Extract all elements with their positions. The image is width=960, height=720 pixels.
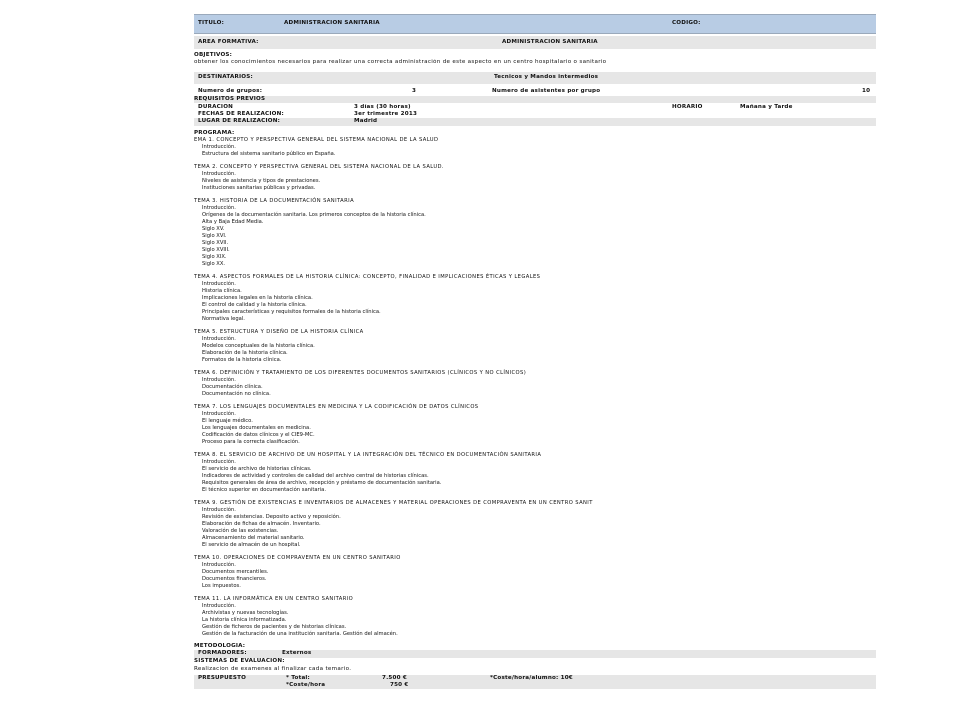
- programa-label: PROGRAMA:: [194, 130, 235, 136]
- tema-item: Introducción.: [202, 144, 236, 150]
- tema-item: Indicadores de actividad y controles de calidad del archivo central de historias clínicas.: [202, 473, 429, 479]
- asistentes-value: 10: [862, 88, 871, 94]
- evaluacion-label: SISTEMAS DE EVALUACION:: [194, 658, 285, 664]
- destinatarios-value: Tecnicos y Mandos intermedios: [494, 74, 599, 80]
- destinatarios-label: DESTINATARIOS:: [198, 74, 253, 80]
- codigo-label: CODIGO:: [672, 20, 701, 26]
- presupuesto-row: [194, 675, 876, 689]
- lugar-value: Madrid: [354, 118, 378, 124]
- tema-item: Elaboración de fichas de almacén. Inventario.: [202, 521, 321, 527]
- tema-item: Documentación clínica.: [202, 384, 263, 390]
- tema-item: Los impuestos.: [202, 583, 241, 589]
- title-header-row: [194, 14, 876, 34]
- area-label: AREA FORMATIVA:: [198, 39, 259, 45]
- tema-item: Archivistas y nuevas tecnologías.: [202, 610, 289, 616]
- tema-title: TEMA 9. GESTIÓN DE EXISTENCIAS E INVENTARIOS DE ALMACENES Y MATERIAL OPERACIONES DE COMPRAVENTA EN UN CENTRO SANIT: [194, 500, 593, 506]
- coste-hora-label: *Coste/hora: [286, 682, 326, 688]
- tema-title: TEMA 2. CONCEPTO Y PERSPECTIVA GENERAL DEL SISTEMA NACIONAL DE LA SALUD.: [194, 164, 444, 170]
- fechas-label: FECHAS DE REALIZACION:: [198, 111, 284, 117]
- tema-item: Normativa legal.: [202, 316, 245, 322]
- tema-title: TEMA 3. HISTORIA DE LA DOCUMENTACIÓN SANITARIA: [194, 198, 355, 204]
- tema-item: Proceso para la correcta clasificación.: [202, 439, 300, 445]
- tema-item: Valoración de las existencias.: [202, 528, 279, 534]
- coste-hora-value: 750 €: [390, 682, 409, 688]
- lugar-label: LUGAR DE REALIZACION:: [198, 118, 281, 124]
- tema-title: TEMA 4. ASPECTOS FORMALES DE LA HISTORIA CLÍNICA: CONCEPTO, FINALIDAD E IMPLICACIONES ÉTICAS Y LEGALES: [194, 274, 541, 280]
- tema-item: Historia clínica.: [202, 288, 242, 294]
- tema-item: Los lenguajes documentales en medicina.: [202, 425, 311, 431]
- formadores-row: [194, 650, 876, 658]
- tema-item: Siglo XV.: [202, 226, 225, 232]
- tema-item: Introducción.: [202, 205, 236, 211]
- tema-item: Gestión de ficheros de pacientes y de historias clínicas.: [202, 624, 347, 630]
- total-value: 7.500 €: [382, 675, 407, 681]
- programa-list: [194, 137, 876, 638]
- tema-item: Siglo XIX.: [202, 254, 227, 260]
- presupuesto-label: PRESUPUESTO: [198, 675, 247, 681]
- area-value: ADMINISTRACION SANITARIA: [502, 39, 598, 45]
- tema-item: Codificación de datos clínicos y el CIE9-MC.: [202, 432, 315, 438]
- tema-item: Revisión de existencias. Deposito activo y reposición.: [202, 514, 341, 520]
- tema-title: TEMA 8. EL SERVICIO DE ARCHIVO DE UN HOSPITAL Y LA INTEGRACIÓN DEL TÉCNICO EN DOCUMENTACIÓN SANITARIA: [194, 452, 542, 458]
- tema-item: Documentación no clínica.: [202, 391, 271, 397]
- grupos-value: 3: [412, 88, 417, 94]
- tema-item: Introducción.: [202, 411, 236, 417]
- tema-item: Documentos mercantiles.: [202, 569, 269, 575]
- tema-item: Introducción.: [202, 171, 236, 177]
- area-row: [194, 36, 876, 49]
- formadores-label: FORMADORES:: [198, 650, 247, 656]
- tema-item: El servicio de almacén de un hospital.: [202, 542, 301, 548]
- tema-item: Principales características y requisitos formales de la historia clínica.: [202, 309, 381, 315]
- titulo-label: TITULO:: [198, 20, 225, 26]
- requisitos-label: REQUISITOS PREVIOS: [194, 96, 876, 103]
- tema-item: Introducción.: [202, 377, 236, 383]
- tema-item: Gestión de la facturación de una institución sanitaria. Gestión del almacén.: [202, 631, 398, 637]
- destinatarios-row: [194, 72, 876, 84]
- fechas-value: 3er trimestre 2013: [354, 111, 418, 117]
- grupos-row: [194, 88, 876, 96]
- tema-item: Niveles de asistencia y tipos de prestaciones.: [202, 178, 321, 184]
- tema-item: Formatos de la historia clínica.: [202, 357, 282, 363]
- tema-item: El control de calidad y la historia clínica.: [202, 302, 307, 308]
- tema-item: La historia clínica informatizada.: [202, 617, 287, 623]
- duracion-value: 3 días (30 horas): [354, 104, 411, 110]
- tema-item: Introducción.: [202, 459, 236, 465]
- tema-item: Introducción.: [202, 281, 236, 287]
- metodologia-label: METODOLOGIA:: [194, 643, 246, 649]
- horario-label: HORARIO: [672, 104, 703, 110]
- tema-title: TEMA 10. OPERACIONES DE COMPRAVENTA EN UN CENTRO SANITARIO: [194, 555, 401, 561]
- titulo-value: ADMINISTRACION SANITARIA: [284, 20, 380, 26]
- tema-item: Elaboración de la historia clínica.: [202, 350, 288, 356]
- grupos-label: Numero de grupos:: [198, 88, 263, 94]
- asistentes-label: Numero de asistentes por grupo: [492, 88, 601, 94]
- course-sheet: [194, 13, 876, 689]
- tema-item: Siglo XVI.: [202, 233, 227, 239]
- objetivos-text: obtener los conocimientos necesarios para realizar una correcta administración de este aspecto en un centro hospitalario o sanitario: [194, 59, 607, 65]
- fechas-row: [194, 111, 876, 118]
- tema-title: TEMA 6. DEFINICIÓN Y TRATAMIENTO DE LOS DIFERENTES DOCUMENTOS SANITARIOS (CLÍNICOS Y NO CLÍNICOS): [194, 370, 527, 376]
- tema-item: El lenguaje médico.: [202, 418, 253, 424]
- tema-item: Introducción.: [202, 336, 236, 342]
- tema-item: Siglo XVII.: [202, 240, 229, 246]
- objetivos-label: OBJETIVOS:: [194, 52, 233, 58]
- tema-item: El servicio de archivo de historias clínicas.: [202, 466, 312, 472]
- tema-item: Alta y Baja Edad Media.: [202, 219, 264, 225]
- lugar-row: [194, 118, 876, 126]
- tema-title: TEMA 11. LA INFORMÁTICA EN UN CENTRO SANITARIO: [194, 596, 354, 602]
- tema-item: Introducción.: [202, 507, 236, 513]
- tema-item: Introducción.: [202, 562, 236, 568]
- tema-item: Almacenamiento del material sanitario.: [202, 535, 305, 541]
- evaluacion-text: Realizacion de examenes al finalizar cada temario.: [194, 666, 352, 672]
- tema-item: Documentos financieros.: [202, 576, 267, 582]
- duracion-row: [194, 104, 876, 111]
- tema-item: Implicaciones legales en la historia clínica.: [202, 295, 313, 301]
- tema-title: TEMA 7. LOS LENGUAJES DOCUMENTALES EN MEDICINA Y LA CODIFICACIÓN DE DATOS CLÍNICOS: [194, 404, 479, 410]
- tema-item: Instituciones sanitarias públicas y privadas.: [202, 185, 316, 191]
- tema-item: Modelos conceptuales de la historia clínica.: [202, 343, 315, 349]
- total-label: * Total:: [286, 675, 310, 681]
- coste-alumno: *Coste/hora/alumno: 10€: [490, 675, 573, 681]
- tema-item: Requisitos generales de área de archivo, recepción y préstamo de documentación sanitaria.: [202, 480, 442, 486]
- horario-value: Mañana y Tarde: [740, 104, 793, 110]
- formadores-value: Externos: [282, 650, 312, 656]
- tema-item: Siglo XVIII.: [202, 247, 230, 253]
- tema-item: Siglo XX.: [202, 261, 226, 267]
- tema-item: Estructura del sistema sanitario público en España.: [202, 151, 336, 157]
- tema-item: Introducción.: [202, 603, 236, 609]
- tema-title: TEMA 5. ESTRUCTURA Y DISEÑO DE LA HISTORIA CLÍNICA: [194, 329, 364, 335]
- tema-item: Orígenes de la documentación sanitaria. Los primeros conceptos de la historia clínica.: [202, 212, 426, 218]
- duracion-label: DURACION: [198, 104, 234, 110]
- tema-title: EMA 1. CONCEPTO Y PERSPECTIVA GENERAL DEL SISTEMA NACIONAL DE LA SALUD: [194, 137, 439, 143]
- tema-item: El técnico superior en documentación sanitaria.: [202, 487, 326, 493]
